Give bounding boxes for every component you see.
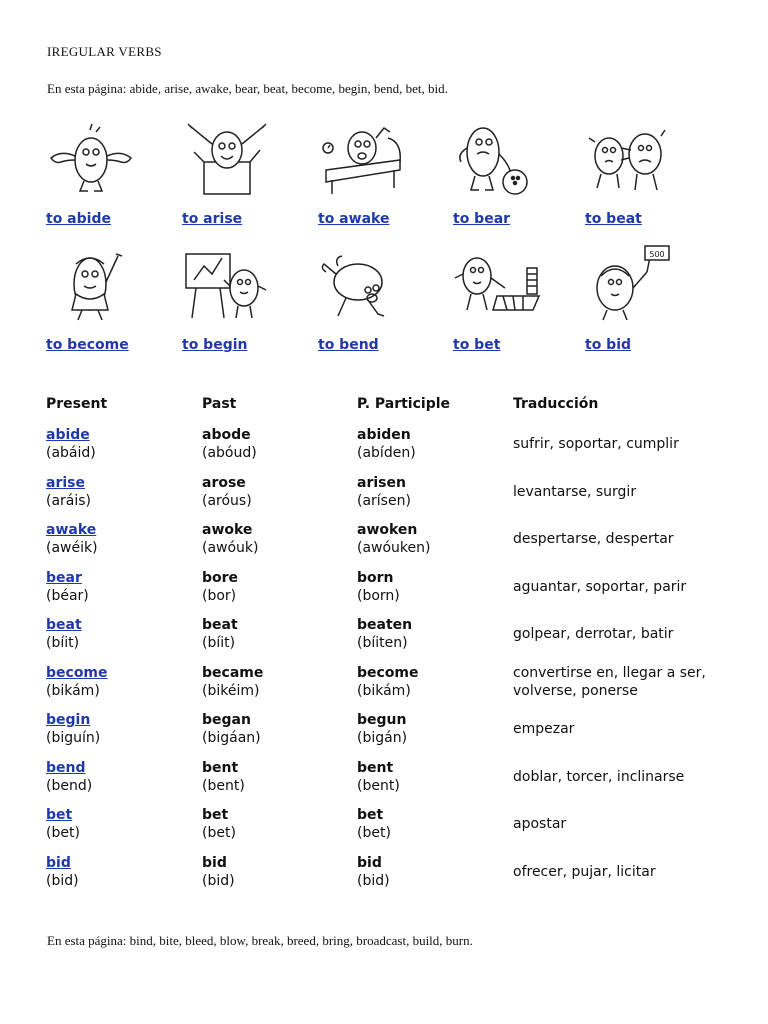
intro-text: En esta página: abide, arise, awake, bear, beat, become, begin, bend, bet, bid. bbox=[47, 81, 448, 96]
present-link-bear[interactable]: bear bbox=[46, 570, 82, 586]
present-pron: (aráis) bbox=[46, 493, 92, 509]
participle-form: beaten bbox=[357, 617, 413, 633]
participle-form: bid bbox=[357, 855, 382, 871]
participle-form: awoken bbox=[357, 522, 418, 538]
present-pron: (bid) bbox=[46, 873, 79, 889]
translation-text: golpear, derrotar, batir bbox=[513, 626, 674, 642]
table-row bbox=[46, 426, 736, 470]
past-pron: (bid) bbox=[202, 873, 235, 889]
present-pron: (bikám) bbox=[46, 683, 100, 699]
link-to-arise[interactable]: to arise bbox=[182, 211, 243, 227]
present-link-beat[interactable]: beat bbox=[46, 617, 82, 633]
picture-cell-arise bbox=[182, 118, 312, 227]
cartoon-awake-icon bbox=[318, 118, 408, 198]
past-pron: (bikéim) bbox=[202, 683, 260, 699]
header-participle: P. Participle bbox=[357, 396, 451, 412]
picture-cell-bear bbox=[453, 118, 583, 227]
picture-cell-begin bbox=[182, 244, 312, 353]
past-form: bet bbox=[202, 807, 229, 823]
past-pron: (bor) bbox=[202, 588, 237, 604]
present-link-begin[interactable]: begin bbox=[46, 712, 91, 728]
past-pron: (bet) bbox=[202, 825, 236, 841]
header-past: Past bbox=[202, 396, 237, 412]
past-form: beat bbox=[202, 617, 238, 633]
past-form: bent bbox=[202, 760, 239, 776]
link-to-bend[interactable]: to bend bbox=[318, 337, 379, 353]
participle-form: begun bbox=[357, 712, 407, 728]
past-form: arose bbox=[202, 475, 246, 491]
picture-cell-become bbox=[46, 244, 176, 353]
link-to-abide[interactable]: to abide bbox=[46, 211, 111, 227]
participle-pron: (born) bbox=[357, 588, 400, 604]
table-row bbox=[46, 664, 736, 708]
participle-form: born bbox=[357, 570, 394, 586]
past-pron: (bíit) bbox=[202, 635, 236, 651]
present-pron: (béar) bbox=[46, 588, 89, 604]
table-row bbox=[46, 474, 736, 518]
picture-cell-bend bbox=[318, 244, 448, 353]
past-form: abode bbox=[202, 427, 251, 443]
link-to-bid[interactable]: to bid bbox=[585, 337, 632, 353]
header-present: Present bbox=[46, 396, 108, 412]
translation-text: doblar, torcer, inclinarse bbox=[513, 769, 685, 785]
present-link-become[interactable]: become bbox=[46, 665, 108, 681]
cartoon-beat-icon bbox=[585, 118, 675, 198]
participle-pron: (bigán) bbox=[357, 730, 408, 746]
table-row bbox=[46, 616, 736, 660]
present-link-bid[interactable]: bid bbox=[46, 855, 71, 871]
cartoon-become-icon bbox=[46, 244, 136, 324]
link-to-bet[interactable]: to bet bbox=[453, 337, 501, 353]
participle-pron: (bent) bbox=[357, 778, 400, 794]
page-title: IREGULAR VERBS bbox=[47, 44, 162, 59]
cartoon-bet-icon bbox=[453, 244, 543, 324]
cartoon-abide-icon bbox=[46, 118, 136, 198]
present-pron: (awéik) bbox=[46, 540, 98, 556]
participle-pron: (bikám) bbox=[357, 683, 411, 699]
past-pron: (aróus) bbox=[202, 493, 252, 509]
table-row bbox=[46, 569, 736, 613]
header-translation: Traducción bbox=[513, 396, 599, 412]
past-pron: (bigáan) bbox=[202, 730, 261, 746]
present-pron: (bend) bbox=[46, 778, 93, 794]
participle-pron: (awóuken) bbox=[357, 540, 431, 556]
link-to-begin[interactable]: to begin bbox=[182, 337, 248, 353]
participle-form: become bbox=[357, 665, 419, 681]
table-row bbox=[46, 854, 736, 898]
table-row bbox=[46, 521, 736, 565]
present-link-abide[interactable]: abide bbox=[46, 427, 90, 443]
table-row bbox=[46, 711, 736, 755]
link-to-awake[interactable]: to awake bbox=[318, 211, 390, 227]
participle-pron: (bid) bbox=[357, 873, 390, 889]
picture-cell-bet bbox=[453, 244, 583, 353]
table-row bbox=[46, 759, 736, 803]
translation-text: levantarse, surgir bbox=[513, 484, 637, 500]
past-form: bore bbox=[202, 570, 239, 586]
past-pron: (awóuk) bbox=[202, 540, 259, 556]
cartoon-bend-icon bbox=[318, 244, 408, 324]
present-link-arise[interactable]: arise bbox=[46, 475, 85, 491]
cartoon-begin-icon bbox=[182, 244, 272, 324]
present-pron: (bet) bbox=[46, 825, 80, 841]
present-pron: (abáid) bbox=[46, 445, 96, 461]
footer-text: En esta página: bind, bite, bleed, blow, break, breed, bring, broadcast, build, burn. bbox=[47, 933, 473, 948]
participle-pron: (bíiten) bbox=[357, 635, 408, 651]
translation-text: ofrecer, pujar, licitar bbox=[513, 864, 656, 880]
link-to-beat[interactable]: to beat bbox=[585, 211, 642, 227]
bid-sign-text: 500 bbox=[649, 250, 665, 259]
picture-cell-awake bbox=[318, 118, 448, 227]
past-pron: (abóud) bbox=[202, 445, 257, 461]
picture-cell-bid bbox=[585, 244, 715, 353]
participle-form: abiden bbox=[357, 427, 411, 443]
translation-text: aguantar, soportar, parir bbox=[513, 579, 687, 595]
cartoon-arise-icon bbox=[182, 118, 272, 198]
table-row bbox=[46, 806, 736, 850]
participle-form: bent bbox=[357, 760, 394, 776]
translation-text: convertirse en, llegar a ser, volverse, ponerse bbox=[513, 665, 706, 699]
past-form: became bbox=[202, 665, 264, 681]
present-pron: (biguín) bbox=[46, 730, 101, 746]
participle-form: arisen bbox=[357, 475, 406, 491]
present-link-bet[interactable]: bet bbox=[46, 807, 73, 823]
participle-pron: (bet) bbox=[357, 825, 391, 841]
translation-text: sufrir, soportar, cumplir bbox=[513, 436, 679, 452]
translation-text: empezar bbox=[513, 721, 575, 737]
past-pron: (bent) bbox=[202, 778, 245, 794]
present-pron: (bíit) bbox=[46, 635, 80, 651]
link-to-become[interactable]: to become bbox=[46, 337, 129, 353]
participle-form: bet bbox=[357, 807, 384, 823]
participle-pron: (arísen) bbox=[357, 493, 411, 509]
picture-cell-abide bbox=[46, 118, 176, 227]
past-form: awoke bbox=[202, 522, 253, 538]
present-link-awake[interactable]: awake bbox=[46, 522, 97, 538]
picture-cell-beat bbox=[585, 118, 715, 227]
translation-text: apostar bbox=[513, 816, 567, 832]
cartoon-bear-icon bbox=[453, 118, 543, 198]
picture-row-1 bbox=[0, 118, 768, 227]
link-to-bear[interactable]: to bear bbox=[453, 211, 511, 227]
picture-row-2 bbox=[0, 244, 768, 353]
past-form: began bbox=[202, 712, 251, 728]
present-link-bend[interactable]: bend bbox=[46, 760, 86, 776]
cartoon-bid-icon bbox=[585, 244, 675, 324]
past-form: bid bbox=[202, 855, 227, 871]
participle-pron: (abíden) bbox=[357, 445, 416, 461]
translation-text: despertarse, despertar bbox=[513, 531, 674, 547]
